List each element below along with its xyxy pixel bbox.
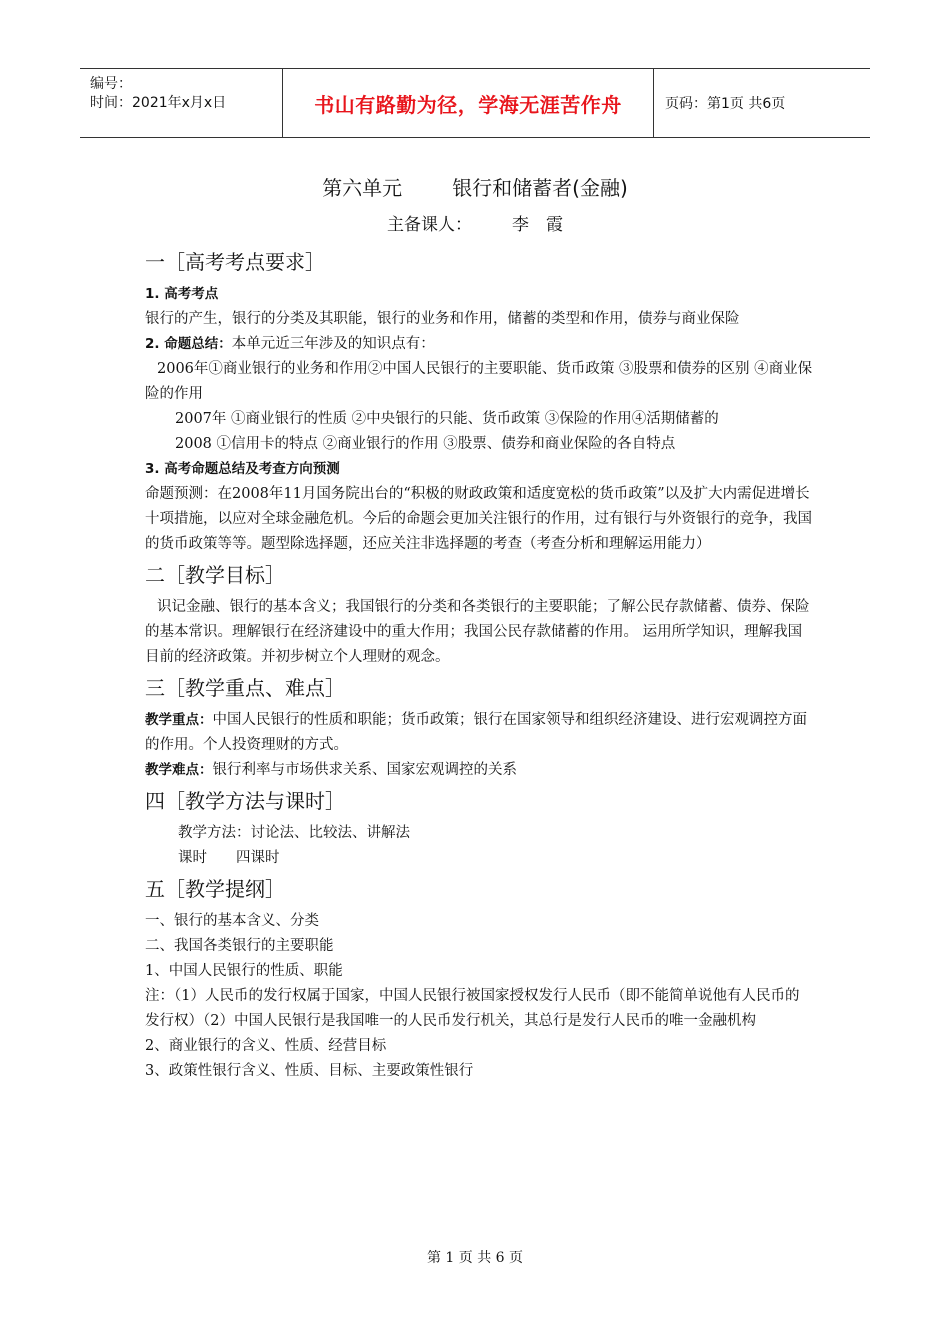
date-label: 时间：2021年x月x日 [90, 95, 227, 111]
subheading-exam-points: 1. 高考考点 [145, 286, 219, 302]
year-2007-text: 2007年 ①商业银行的性质 ②中央银行的只能、货币政策 ③保险的作用④活期储蓄的 [175, 411, 719, 427]
summary-text: 本单元近三年涉及的知识点有： [231, 336, 435, 352]
difficult-points-label: 教学难点： [145, 762, 213, 778]
header-motto-cell [282, 69, 654, 137]
page-footer: 第 1 页 共 6 页 [426, 1250, 524, 1266]
class-hours: 课时 四课时 [178, 850, 280, 866]
header-meta [80, 69, 280, 137]
outline-item: 3、政策性银行含义、性质、目标、主要政策性银行 [145, 1063, 474, 1079]
page-subtitle [0, 210, 950, 235]
outline-note: 注：（1）人民币的发行权属于国家，中国人民银行被国家授权发行人民币（即不能简单说他有人民币的发行权）（2）中国人民银行是我国唯一的人民币发行机关，其总行是发行人民币的唯一金融机构 [145, 988, 800, 1029]
difficult-points-text: 银行利率与市场供求关系、国家宏观调控的关系 [212, 762, 517, 778]
exam-points-text: 银行的产生，银行的分类及其职能，银行的业务和作用，储蓄的类型和作用，债券与商业保险 [145, 311, 740, 327]
subheading-prediction: 3. 高考命题总结及考查方向预测 [145, 461, 340, 477]
header-motto: 书山有路勤为径，学海无涯苦作舟 [314, 92, 622, 117]
year-2006-text: 2006年①商业银行的业务和作用②中国人民银行的主要职能、货币政策 ③股票和债券的区别 ④商业保险的作用 [145, 361, 813, 402]
section-heading-1: 一［高考考点要求］ [145, 250, 325, 274]
key-points-label: 教学重点： [145, 712, 213, 728]
title-unit: 第六单元 [322, 176, 403, 200]
section-heading-2: 二［教学目标］ [145, 563, 285, 587]
teaching-method: 教学方法：讨论法、比较法、讲解法 [178, 825, 410, 841]
prediction-text: 命题预测：在2008年11月国务院出台的“积极的财政政策和适度宽松的货币政策”以及扩大内需促进增长十项措施，以应对全球金融危机。今后的命题会更加关注银行的作用，过有银行与外资银行的竞争，我国的货币政策等等。题型除选择题，还应关注非选择题的考查（考查分析和理解运用能力） [145, 486, 812, 552]
subtitle-label: 主备课人： [387, 215, 472, 235]
document-header [80, 68, 870, 138]
section-heading-4: 四［教学方法与课时］ [145, 789, 345, 813]
subtitle-name: 李 霞 [512, 215, 563, 235]
page-title [0, 172, 950, 201]
outline-item: 1、中国人民银行的性质、职能 [145, 963, 343, 979]
outline-item: 一、银行的基本含义、分类 [145, 913, 319, 929]
title-topic: 银行和储蓄者(金融) [452, 176, 628, 200]
section-heading-3: 三［教学重点、难点］ [145, 676, 345, 700]
page-label: 页码：第1页 共6页 [665, 96, 786, 112]
document-body [145, 244, 813, 1084]
subheading-summary: 2. 命题总结： [145, 336, 232, 352]
teaching-goals-text: 识记金融、银行的基本含义；我国银行的分类和各类银行的主要职能；了解公民存款储蓄、债券、保险的基本常识。理解银行在经济建设中的重大作用；我国公民存款储蓄的作用。 运用所学知识，理解我国目前的经济政策。并初步树立个人理财的观念。 [145, 599, 810, 665]
number-label: 编号： [90, 76, 132, 92]
outline-item: 二、我国各类银行的主要职能 [145, 938, 334, 954]
outline-item: 2、商业银行的含义、性质、经营目标 [145, 1038, 387, 1054]
year-2008-text: 2008 ①信用卡的特点 ②商业银行的作用 ③股票、债券和商业保险的各自特点 [175, 436, 676, 452]
key-points-text: 中国人民银行的性质和职能；货币政策；银行在国家领导和组织经济建设、进行宏观调控方面的作用。个人投资理财的方式。 [145, 712, 807, 753]
section-heading-5: 五［教学提纲］ [145, 877, 285, 901]
